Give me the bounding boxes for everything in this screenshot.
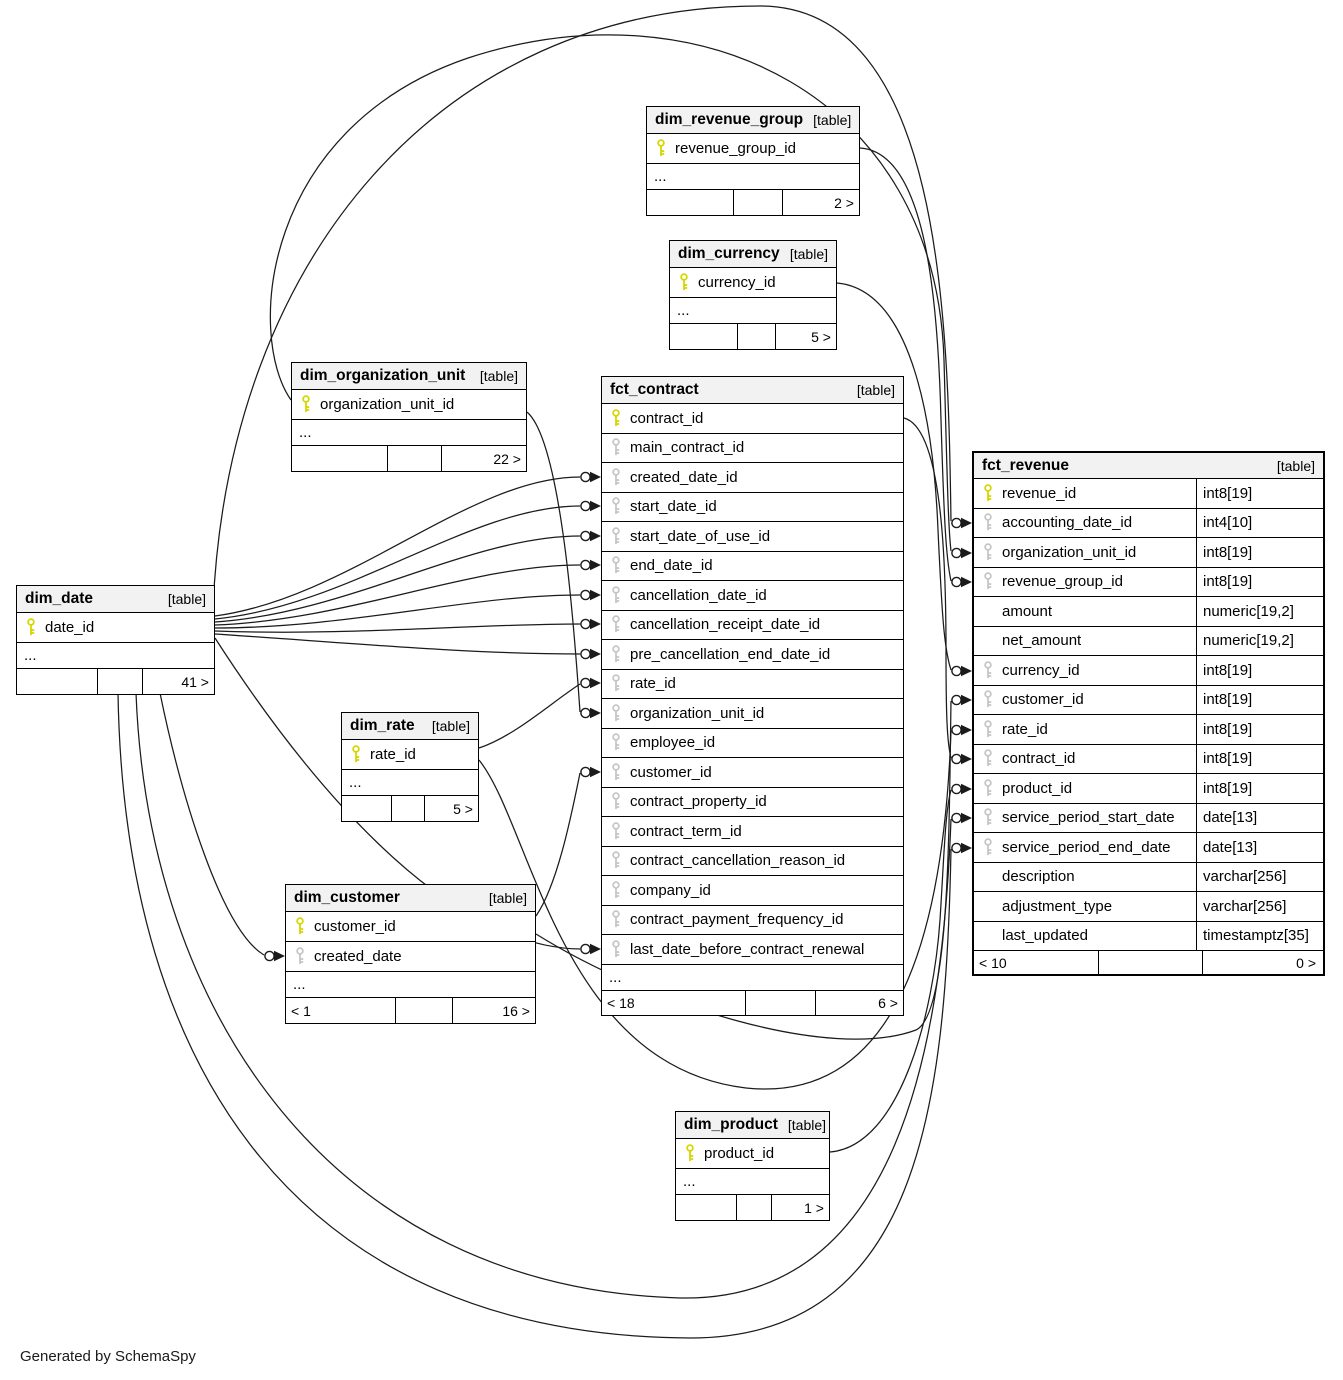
footer-cell-children-count: 6 > bbox=[878, 994, 898, 1011]
foreign-key-icon bbox=[980, 749, 996, 768]
column-type: timestamptz[35] bbox=[1196, 922, 1317, 951]
table-title[interactable]: dim_date bbox=[25, 590, 94, 607]
table-footer bbox=[670, 324, 836, 349]
column-name: customer_id bbox=[314, 918, 396, 935]
column-row bbox=[602, 699, 903, 729]
table-tag: [table] bbox=[856, 382, 895, 398]
column-name: product_id bbox=[1002, 779, 1073, 797]
ellipsis-row: ... bbox=[292, 420, 526, 446]
column-name: customer_id bbox=[1002, 691, 1084, 709]
column-row bbox=[974, 656, 1323, 686]
column-row bbox=[974, 686, 1323, 716]
table-title[interactable]: fct_contract bbox=[610, 381, 699, 398]
column-name: date_id bbox=[45, 619, 95, 636]
column-row bbox=[602, 817, 903, 847]
table-tag: [table] bbox=[479, 368, 518, 384]
footer-cell bbox=[1099, 951, 1203, 974]
column-name: end_date_id bbox=[630, 557, 713, 575]
column-name: contract_payment_frequency_id bbox=[630, 911, 844, 929]
ellipsis-row: ... bbox=[342, 770, 478, 796]
column-type: numeric[19,2] bbox=[1196, 627, 1317, 656]
table-title[interactable]: fct_revenue bbox=[982, 456, 1070, 474]
column-name: adjustment_type bbox=[1002, 897, 1113, 915]
table-fct-contract[interactable] bbox=[601, 376, 904, 1016]
table-dim-organization-unit[interactable] bbox=[291, 362, 527, 472]
footer-cell bbox=[746, 991, 815, 1015]
foreign-key-icon bbox=[980, 572, 996, 591]
column-type: int8[19] bbox=[1196, 745, 1317, 774]
foreign-key-icon bbox=[608, 586, 624, 605]
foreign-key-icon bbox=[980, 661, 996, 680]
column-name: revenue_group_id bbox=[675, 140, 796, 157]
column-row bbox=[602, 522, 903, 552]
column-name: employee_id bbox=[630, 734, 716, 752]
column-name: main_contract_id bbox=[630, 439, 745, 457]
table-dim-product[interactable] bbox=[675, 1111, 830, 1221]
footer-cell-children-count: 5 > bbox=[811, 328, 831, 345]
column-row bbox=[974, 863, 1323, 893]
column-row bbox=[17, 613, 214, 643]
column-type: int8[19] bbox=[1196, 715, 1317, 744]
column-row bbox=[602, 581, 903, 611]
ellipsis-row: ... bbox=[670, 298, 836, 324]
column-name: rate_id bbox=[370, 746, 416, 763]
footer-cell-children-count: 1 > bbox=[804, 1199, 824, 1216]
column-row bbox=[602, 788, 903, 818]
column-type: int8[19] bbox=[1196, 479, 1317, 508]
column-name: contract_cancellation_reason_id bbox=[630, 852, 846, 870]
relationship-line bbox=[215, 595, 580, 628]
ellipsis-row: ... bbox=[17, 643, 214, 669]
column-row bbox=[974, 922, 1323, 952]
relationship-line bbox=[527, 412, 580, 712]
column-row bbox=[602, 758, 903, 788]
column-row bbox=[602, 404, 903, 434]
table-footer bbox=[974, 951, 1323, 974]
generator-note: Generated by SchemaSpy bbox=[20, 1348, 196, 1365]
column-name: accounting_date_id bbox=[1002, 514, 1133, 532]
footer-cell-parents-count: < 1 bbox=[286, 998, 396, 1023]
column-row bbox=[974, 804, 1323, 834]
column-type: int8[19] bbox=[1196, 656, 1317, 685]
footer-cell-children-count: 16 > bbox=[502, 1002, 530, 1019]
footer-cell-parents-count: < 10 bbox=[974, 951, 1099, 974]
column-name: start_date_of_use_id bbox=[630, 527, 771, 545]
column-row bbox=[974, 597, 1323, 627]
relationship-line bbox=[215, 506, 580, 619]
table-dim-customer[interactable] bbox=[285, 884, 536, 1024]
ellipsis-row: ... bbox=[602, 965, 903, 991]
footer-cell bbox=[396, 998, 453, 1023]
column-name: contract_term_id bbox=[630, 822, 742, 840]
foreign-key-icon bbox=[980, 513, 996, 532]
column-row bbox=[286, 912, 535, 942]
foreign-key-icon bbox=[980, 838, 996, 857]
column-row bbox=[602, 463, 903, 493]
foreign-key-icon bbox=[608, 615, 624, 634]
footer-cell bbox=[737, 1195, 772, 1220]
relationship-line bbox=[536, 773, 580, 916]
column-name: last_updated bbox=[1002, 927, 1088, 945]
column-row bbox=[602, 670, 903, 700]
primary-key-icon bbox=[608, 409, 624, 428]
column-name: contract_id bbox=[630, 409, 704, 427]
column-name: organization_unit_id bbox=[630, 704, 765, 722]
footer-cell bbox=[292, 446, 388, 471]
footer-cell bbox=[670, 324, 738, 349]
table-title[interactable]: dim_product bbox=[684, 1116, 778, 1133]
primary-key-icon bbox=[682, 1144, 698, 1163]
column-name: cancellation_date_id bbox=[630, 586, 767, 604]
foreign-key-icon bbox=[980, 720, 996, 739]
column-name: revenue_group_id bbox=[1002, 573, 1123, 591]
foreign-key-icon bbox=[608, 822, 624, 841]
footer-cell bbox=[388, 446, 442, 471]
table-footer bbox=[342, 796, 478, 821]
column-name: last_date_before_contract_renewal bbox=[630, 940, 865, 958]
primary-key-icon bbox=[348, 745, 364, 764]
table-fct-revenue[interactable] bbox=[972, 451, 1325, 976]
column-row bbox=[602, 847, 903, 877]
column-type: int8[19] bbox=[1196, 774, 1317, 803]
table-tag: [table] bbox=[787, 1117, 827, 1133]
footer-cell-children-count: 22 > bbox=[493, 450, 521, 467]
foreign-key-icon bbox=[292, 947, 308, 966]
column-row bbox=[974, 627, 1323, 657]
foreign-key-icon bbox=[608, 704, 624, 723]
column-type: varchar[256] bbox=[1196, 863, 1317, 892]
column-row bbox=[286, 942, 535, 972]
column-row bbox=[602, 640, 903, 670]
column-name: company_id bbox=[630, 881, 711, 899]
table-dim-date[interactable] bbox=[16, 585, 215, 695]
ellipsis-row: ... bbox=[286, 972, 535, 998]
footer-cell-children-count: 0 > bbox=[1296, 954, 1316, 971]
column-row bbox=[670, 268, 836, 298]
foreign-key-icon bbox=[608, 645, 624, 664]
table-footer bbox=[602, 991, 903, 1015]
column-name: description bbox=[1002, 868, 1075, 886]
column-name: service_period_start_date bbox=[1002, 809, 1175, 827]
footer-cell bbox=[98, 669, 143, 694]
column-type: varchar[256] bbox=[1196, 892, 1317, 921]
primary-key-icon bbox=[653, 139, 669, 158]
table-title[interactable]: dim_organization_unit bbox=[300, 367, 466, 384]
column-name: contract_property_id bbox=[630, 793, 767, 811]
column-type: date[13] bbox=[1196, 833, 1317, 862]
footer-cell bbox=[342, 796, 392, 821]
table-title[interactable]: dim_customer bbox=[294, 889, 400, 906]
foreign-key-icon bbox=[608, 497, 624, 516]
column-type: numeric[19,2] bbox=[1196, 597, 1317, 626]
column-row bbox=[974, 833, 1323, 863]
relationship-line bbox=[215, 634, 580, 654]
column-row bbox=[974, 892, 1323, 922]
relationship-line bbox=[215, 565, 580, 625]
column-row bbox=[602, 935, 903, 965]
table-tag: [table] bbox=[431, 718, 470, 734]
foreign-key-icon bbox=[608, 527, 624, 546]
column-row bbox=[292, 390, 526, 420]
foreign-key-icon bbox=[608, 910, 624, 929]
table-footer bbox=[676, 1195, 829, 1220]
column-row bbox=[602, 906, 903, 936]
column-type: int8[19] bbox=[1196, 686, 1317, 715]
column-name: customer_id bbox=[630, 763, 712, 781]
column-row bbox=[602, 729, 903, 759]
footer-cell bbox=[647, 190, 734, 215]
column-name: pre_cancellation_end_date_id bbox=[630, 645, 831, 663]
column-type: int4[10] bbox=[1196, 509, 1317, 538]
table-title[interactable]: dim_revenue_group bbox=[655, 111, 804, 128]
foreign-key-icon bbox=[608, 792, 624, 811]
foreign-key-icon bbox=[608, 438, 624, 457]
footer-cell bbox=[392, 796, 425, 821]
column-name: amount bbox=[1002, 602, 1053, 620]
column-name: revenue_id bbox=[1002, 484, 1077, 502]
relationship-line bbox=[215, 624, 580, 632]
footer-cell bbox=[17, 669, 98, 694]
column-row bbox=[602, 434, 903, 464]
ellipsis-row: ... bbox=[647, 164, 859, 190]
foreign-key-icon bbox=[608, 940, 624, 959]
footer-cell bbox=[676, 1195, 737, 1220]
foreign-key-icon bbox=[980, 543, 996, 562]
footer-cell bbox=[738, 324, 776, 349]
footer-cell-children-count: 5 > bbox=[453, 800, 473, 817]
column-name: rate_id bbox=[630, 675, 676, 693]
foreign-key-icon bbox=[608, 674, 624, 693]
foreign-key-icon bbox=[980, 690, 996, 709]
column-type: int8[19] bbox=[1196, 568, 1317, 597]
column-row bbox=[647, 134, 859, 164]
column-name: organization_unit_id bbox=[320, 396, 455, 413]
column-name: net_amount bbox=[1002, 632, 1082, 650]
primary-key-icon bbox=[23, 618, 39, 637]
column-row bbox=[974, 509, 1323, 539]
foreign-key-icon bbox=[608, 733, 624, 752]
table-footer bbox=[292, 446, 526, 471]
column-name: contract_id bbox=[1002, 750, 1076, 768]
column-row bbox=[676, 1139, 829, 1169]
table-tag: [table] bbox=[167, 591, 206, 607]
footer-cell-parents-count: < 18 bbox=[602, 991, 746, 1015]
foreign-key-icon bbox=[980, 779, 996, 798]
column-row bbox=[974, 568, 1323, 598]
column-name: cancellation_receipt_date_id bbox=[630, 616, 821, 634]
column-row bbox=[602, 552, 903, 582]
primary-key-icon bbox=[298, 395, 314, 414]
relationship-line bbox=[904, 418, 951, 758]
column-row bbox=[974, 479, 1323, 509]
table-tag: [table] bbox=[1276, 457, 1315, 474]
primary-key-icon bbox=[676, 273, 692, 292]
column-row bbox=[602, 493, 903, 523]
footer-cell-children-count: 2 > bbox=[834, 194, 854, 211]
foreign-key-icon bbox=[608, 468, 624, 487]
table-title[interactable]: dim_rate bbox=[350, 717, 415, 734]
footer-cell-children-count: 41 > bbox=[181, 673, 209, 690]
foreign-key-icon bbox=[608, 881, 624, 900]
column-name: created_date bbox=[314, 948, 402, 965]
table-footer bbox=[286, 998, 535, 1023]
column-row bbox=[602, 611, 903, 641]
column-name: currency_id bbox=[1002, 661, 1080, 679]
column-row bbox=[974, 774, 1323, 804]
column-name: rate_id bbox=[1002, 720, 1048, 738]
table-footer bbox=[647, 190, 859, 215]
foreign-key-icon bbox=[608, 851, 624, 870]
primary-key-icon bbox=[980, 484, 996, 503]
table-dim-revenue-group[interactable] bbox=[646, 106, 860, 216]
table-dim-rate[interactable] bbox=[341, 712, 479, 822]
column-row bbox=[342, 740, 478, 770]
primary-key-icon bbox=[292, 917, 308, 936]
column-name: service_period_end_date bbox=[1002, 838, 1171, 856]
column-name: created_date_id bbox=[630, 468, 738, 486]
column-type: date[13] bbox=[1196, 804, 1317, 833]
column-name: currency_id bbox=[698, 274, 776, 291]
table-dim-currency[interactable] bbox=[669, 240, 837, 350]
footer-cell bbox=[734, 190, 783, 215]
table-title[interactable]: dim_currency bbox=[678, 245, 780, 262]
column-name: start_date_id bbox=[630, 498, 717, 516]
table-tag: [table] bbox=[813, 112, 852, 128]
table-tag: [table] bbox=[789, 246, 828, 262]
foreign-key-icon bbox=[608, 556, 624, 575]
column-row bbox=[974, 538, 1323, 568]
column-row bbox=[974, 715, 1323, 745]
column-name: organization_unit_id bbox=[1002, 543, 1137, 561]
column-type: int8[19] bbox=[1196, 538, 1317, 567]
table-tag: [table] bbox=[488, 890, 527, 906]
column-row bbox=[974, 745, 1323, 775]
ellipsis-row: ... bbox=[676, 1169, 829, 1195]
foreign-key-icon bbox=[980, 808, 996, 827]
table-footer bbox=[17, 669, 214, 694]
foreign-key-icon bbox=[608, 763, 624, 782]
relationship-line bbox=[479, 684, 580, 748]
column-row bbox=[602, 876, 903, 906]
column-name: product_id bbox=[704, 1145, 775, 1162]
